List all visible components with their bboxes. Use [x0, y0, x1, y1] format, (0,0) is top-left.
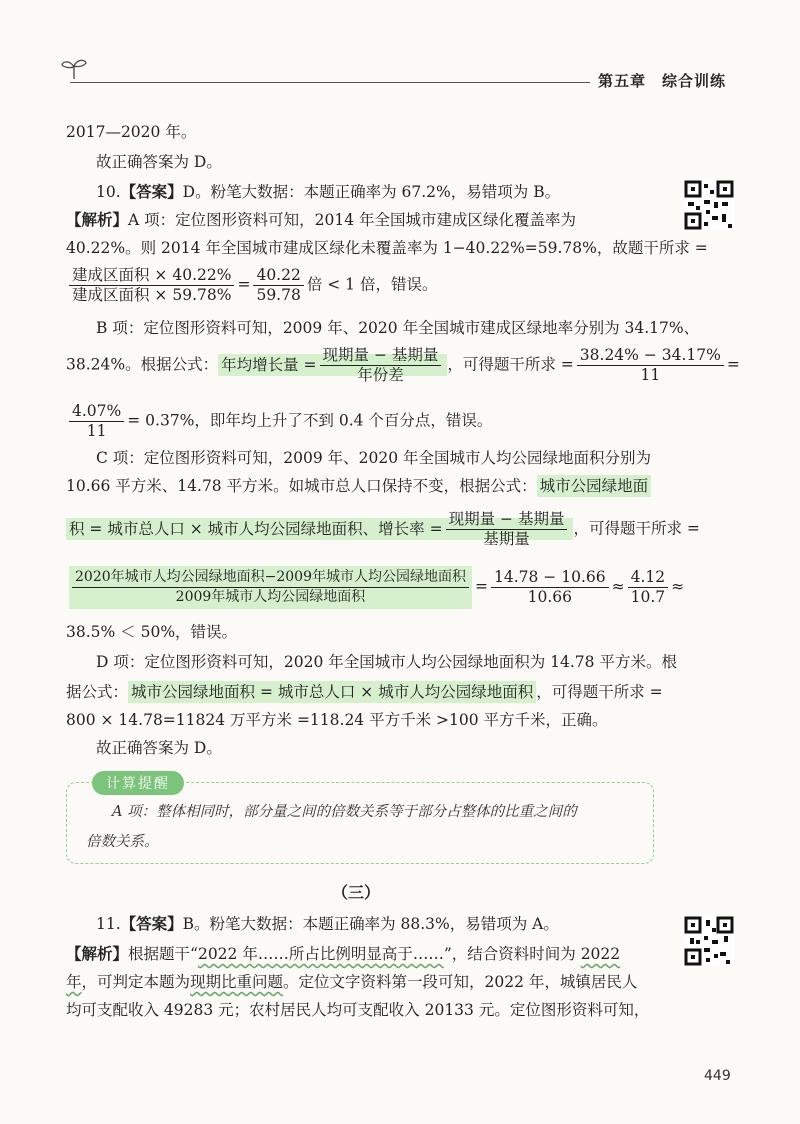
text-line: D 项：定位图形资料可知，2020 年全国城市人均公园绿地面积为 14.78 平方米。根: [96, 653, 677, 671]
question-11-answer: [96, 914, 559, 934]
analysis-label: 【解析】: [66, 945, 129, 963]
fraction: $\frac{40.22}{59.78}$: [253, 266, 303, 305]
formula-line: $\frac{\text{2020年城市人均公园绿地面积−2009年城市人均公园绿地面积}}{\text{2009年城市人均公园绿地面积}}$ = $\frac{14.78 - 10.66}{10.66}$ ≈ $\frac{4.12}{10.7}$ ≈: [66, 566, 684, 609]
text-line: 40.22%。则 2014 年全国城市建成区绿化未覆盖率为 1−40.22%=59.78%，故题干所求 =: [66, 239, 708, 257]
fraction: $\frac{38.24\% - 34.17\%}{11}$: [577, 346, 724, 385]
qr-code-icon[interactable]: [684, 916, 734, 966]
wavy-underline: 2022: [580, 945, 621, 963]
sprout-icon: [60, 58, 88, 80]
formula-line: $\frac{\text{建成区面积 × 40.22\%}}{\text{建成区面积 × 59.78\%}}$ = $\frac{40.22}{59.78}$ 倍 < 1 倍，错误。: [66, 266, 437, 305]
fraction: $\frac{\text{现期量 − 基期量}}{\text{年份差}}$: [320, 346, 442, 385]
fraction: $\frac{\text{建成区面积 × 40.22\%}}{\text{建成区面积 × 59.78\%}}$: [69, 266, 234, 305]
analysis-line: 【解析】根据题干“2022 年……所占比例明显高于……”，结合资料时间为 2022: [66, 945, 621, 963]
wavy-underline: 年: [66, 973, 82, 991]
formula-line: $\frac{4.07\%}{11}$ = 0.37%，即年均上升了不到 0.4 个百分点，错误。: [66, 402, 492, 441]
text-line: C 项：定位图形资料可知，2009 年、2020 年全国城市人均公园绿地面积分别为: [96, 449, 652, 467]
fraction: $\frac{4.12}{10.7}$: [628, 568, 669, 607]
text-line: 年，可判定本题为现期比重问题。定位文字资料第一段可知，2022 年，城镇居民人: [66, 973, 638, 991]
text-line: 故正确答案为 D。: [96, 153, 222, 171]
section-title: （三）: [332, 883, 381, 902]
formula-line: 积 = 城市总人口 × 城市人均公园绿地面积、增长率 = $\frac{\text{现期量 − 基期量}}{\text{基期量}}$ ，可得题干所求 =: [66, 510, 700, 549]
wavy-underline: 现期比重问题: [190, 973, 284, 991]
fraction: $\frac{4.07\%}{11}$: [69, 402, 124, 441]
text-line: 据公式： 城市公园绿地面积 = 城市总人口 × 城市人均公园绿地面积 ，可得题干所求 =: [66, 683, 663, 701]
tip-line: A 项：整体相同时，部分量之间的倍数关系等于部分占整体的比重之间的: [112, 804, 577, 820]
qr-code-icon[interactable]: [684, 180, 734, 230]
text-line: 2017—2020 年。: [66, 123, 197, 141]
text-line: B 项：定位图形资料可知，2009 年、2020 年全国城市建成区绿地率分别为 34.17%、: [96, 319, 700, 337]
text-line: 故正确答案为 D。: [96, 739, 222, 757]
answer-text: D。粉笔大数据：本题正确率为 67.2%，易错项为 B。: [182, 183, 561, 201]
wavy-underline: 2022 年……所占比例明显高于……: [197, 945, 444, 963]
highlight-formula: 城市公园绿地面: [537, 475, 652, 497]
text-line: 10.66 平方米、14.78 平方米。如城市总人口保持不变，根据公式： 城市公园绿地面: [66, 476, 651, 496]
highlight-formula: 积 = 城市总人口 × 城市人均公园绿地面积、增长率 = $\frac{\text{现期量 − 基期量}}{\text{基期量}}$: [66, 518, 573, 540]
text-line: 38.5% ＜ 50%，错误。: [66, 623, 238, 641]
answer-text: B。粉笔大数据：本题正确率为 88.3%，易错项为 A。: [182, 915, 559, 933]
answer-label: 【答案】: [120, 183, 183, 201]
text-line: 800 × 14.78=11824 万平方米 =118.24 平方千米 >100 平方千米，正确。: [66, 711, 608, 729]
highlight-formula: 城市公园绿地面积 = 城市总人口 × 城市人均公园绿地面积: [128, 681, 536, 703]
tip-label: 计算提醒: [92, 771, 184, 795]
header-rule: [70, 82, 590, 83]
page-number: 449: [704, 1068, 731, 1084]
tip-line: 倍数关系。: [86, 834, 159, 850]
fraction: $\frac{\text{现期量 − 基期量}}{\text{基期量}}$: [446, 510, 568, 549]
formula-line: 38.24%。根据公式： 年均增长量 = $\frac{\text{现期量 − 基期量}}{\text{年份差}}$ ，可得题干所求 = $\frac{38.24\% - 34.17\%}{11}$ =: [66, 346, 740, 384]
answer-label: 【答案】: [120, 915, 183, 933]
chapter-title: 第五章 综合训练: [598, 72, 727, 90]
fraction: $\frac{14.78 - 10.66}{10.66}$: [491, 568, 609, 607]
text-line: 均可支配收入 49283 元；农村居民人均可支配收入 20133 元。定位图形资料可知，: [66, 1001, 650, 1019]
fraction: $\frac{\text{2020年城市人均公园绿地面积−2009年城市人均公园绿地面积}}{\text{2009年城市人均公园绿地面积}}$: [69, 566, 472, 609]
analysis-line: 【解析】A 项：定位图形资料可知，2014 年全国城市建成区绿化覆盖率为: [66, 211, 577, 229]
highlight-formula: 年均增长量 = $\frac{\text{现期量 − 基期量}}{\text{年份差}}$: [218, 354, 447, 376]
question-10-answer: [96, 182, 560, 202]
question-number: 11.: [96, 915, 121, 933]
question-number: 10.: [96, 183, 121, 201]
analysis-label: 【解析】: [66, 211, 129, 229]
